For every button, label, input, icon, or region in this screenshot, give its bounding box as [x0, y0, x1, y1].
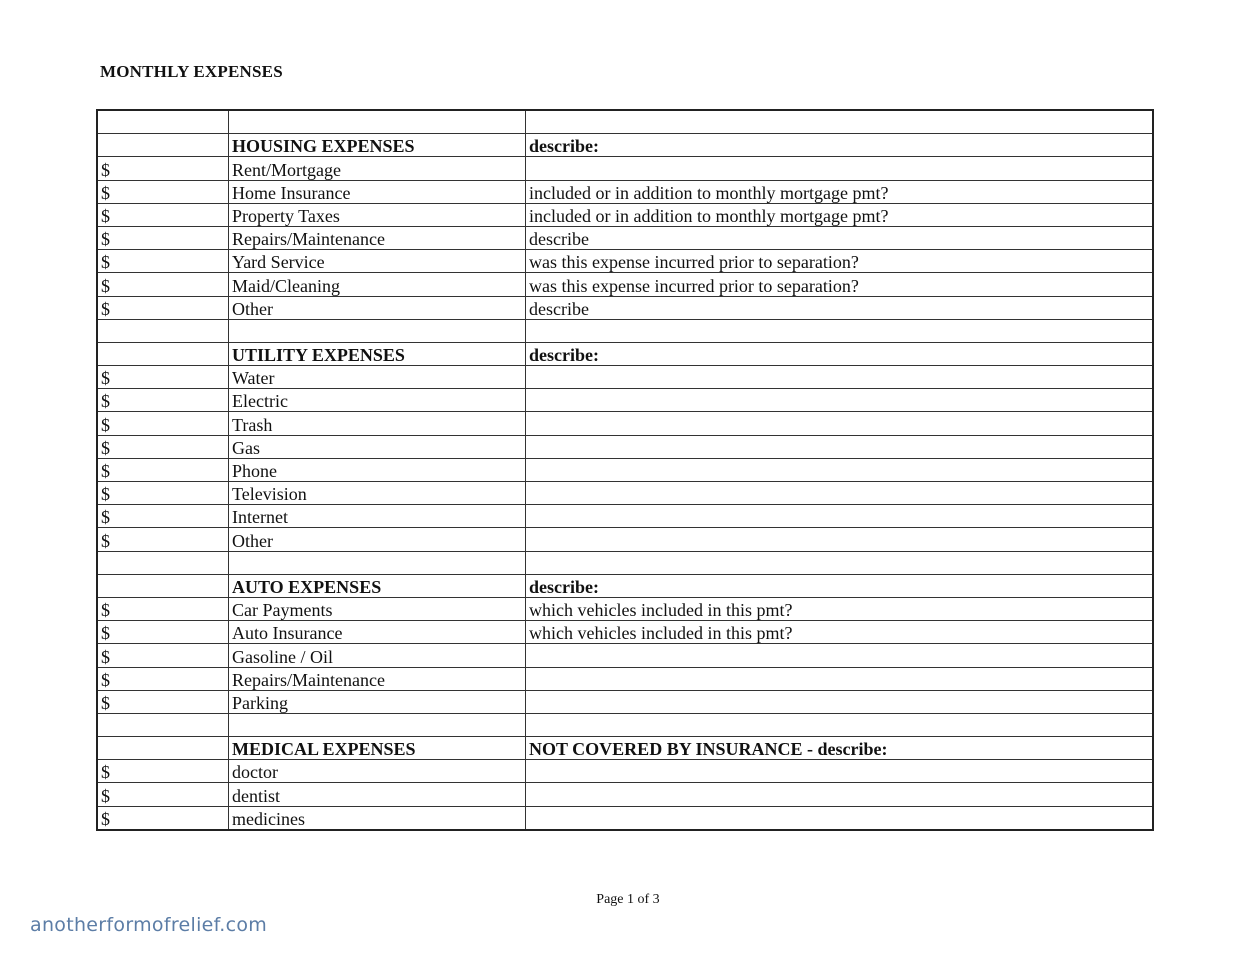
describe-cell[interactable]	[526, 110, 1154, 134]
describe-cell[interactable]	[526, 505, 1154, 528]
describe-cell[interactable]: which vehicles included in this pmt?	[526, 621, 1154, 644]
amount-cell[interactable]: $	[97, 806, 229, 830]
expense-item-label: Parking	[229, 690, 526, 713]
section-amount-cell	[97, 342, 229, 365]
section-header-row	[97, 574, 1153, 597]
expense-item-label: Other	[229, 528, 526, 551]
expense-row	[97, 389, 1153, 412]
expense-row	[97, 273, 1153, 296]
amount-cell[interactable]: $	[97, 366, 229, 389]
describe-cell[interactable]	[526, 366, 1154, 389]
amount-cell[interactable]: $	[97, 412, 229, 435]
describe-cell[interactable]: describe	[526, 296, 1154, 319]
blank-row	[97, 319, 1153, 342]
expense-row	[97, 412, 1153, 435]
describe-cell[interactable]	[526, 551, 1154, 574]
amount-cell[interactable]: $	[97, 528, 229, 551]
describe-cell[interactable]: included or in addition to monthly mortgage pmt?	[526, 180, 1154, 203]
expense-row	[97, 482, 1153, 505]
amount-cell[interactable]: $	[97, 157, 229, 180]
describe-cell[interactable]	[526, 319, 1154, 342]
expense-row	[97, 203, 1153, 226]
amount-cell[interactable]: $	[97, 621, 229, 644]
expense-row	[97, 760, 1153, 783]
amount-cell[interactable]: $	[97, 273, 229, 296]
describe-header: NOT COVERED BY INSURANCE - describe:	[526, 737, 1154, 760]
expense-row	[97, 226, 1153, 249]
expense-row	[97, 435, 1153, 458]
expense-item-label: Car Payments	[229, 597, 526, 620]
section-amount-cell	[97, 574, 229, 597]
amount-cell[interactable]: $	[97, 667, 229, 690]
expense-item-label: Yard Service	[229, 250, 526, 273]
describe-cell[interactable]: was this expense incurred prior to separation?	[526, 250, 1154, 273]
expense-row	[97, 783, 1153, 806]
section-amount-cell	[97, 134, 229, 157]
section-header: HOUSING EXPENSES	[229, 134, 526, 157]
describe-cell[interactable]: included or in addition to monthly mortgage pmt?	[526, 203, 1154, 226]
describe-cell[interactable]	[526, 806, 1154, 830]
category-cell	[229, 110, 526, 134]
expense-row	[97, 505, 1153, 528]
expense-item-label: Other	[229, 296, 526, 319]
amount-cell[interactable]: $	[97, 505, 229, 528]
expense-row	[97, 180, 1153, 203]
expenses-table	[96, 109, 1154, 831]
describe-cell[interactable]	[526, 667, 1154, 690]
expense-item-label: Auto Insurance	[229, 621, 526, 644]
blank-row	[97, 110, 1153, 134]
expense-item-label: Home Insurance	[229, 180, 526, 203]
section-header-row	[97, 134, 1153, 157]
section-header: UTILITY EXPENSES	[229, 342, 526, 365]
expense-row	[97, 296, 1153, 319]
page-footer: Page 1 of 3	[596, 892, 660, 907]
amount-cell[interactable]	[97, 319, 229, 342]
describe-cell[interactable]	[526, 389, 1154, 412]
section-header-row	[97, 342, 1153, 365]
amount-cell[interactable]: $	[97, 783, 229, 806]
amount-cell[interactable]: $	[97, 226, 229, 249]
amount-cell[interactable]: $	[97, 760, 229, 783]
expense-item-label: Gasoline / Oil	[229, 644, 526, 667]
expense-row	[97, 458, 1153, 481]
describe-cell[interactable]	[526, 435, 1154, 458]
describe-cell[interactable]	[526, 528, 1154, 551]
expense-row	[97, 157, 1153, 180]
amount-cell[interactable]: $	[97, 203, 229, 226]
blank-row	[97, 551, 1153, 574]
expense-row	[97, 528, 1153, 551]
amount-cell[interactable]: $	[97, 644, 229, 667]
expense-row	[97, 621, 1153, 644]
expense-item-label: Repairs/Maintenance	[229, 667, 526, 690]
expense-row	[97, 667, 1153, 690]
describe-cell[interactable]: was this expense incurred prior to separation?	[526, 273, 1154, 296]
section-header-row	[97, 737, 1153, 760]
describe-cell[interactable]	[526, 458, 1154, 481]
amount-cell[interactable]: $	[97, 296, 229, 319]
describe-header: describe:	[526, 342, 1154, 365]
describe-cell[interactable]: describe	[526, 226, 1154, 249]
amount-cell[interactable]: $	[97, 690, 229, 713]
expense-item-label: Repairs/Maintenance	[229, 226, 526, 249]
amount-cell[interactable]	[97, 713, 229, 736]
amount-cell[interactable]: $	[97, 435, 229, 458]
describe-header: describe:	[526, 574, 1154, 597]
describe-cell[interactable]	[526, 690, 1154, 713]
expense-item-label: doctor	[229, 760, 526, 783]
describe-cell[interactable]	[526, 644, 1154, 667]
describe-cell[interactable]	[526, 157, 1154, 180]
describe-cell[interactable]	[526, 783, 1154, 806]
amount-cell[interactable]: $	[97, 389, 229, 412]
amount-cell[interactable]	[97, 551, 229, 574]
expense-item-label: Rent/Mortgage	[229, 157, 526, 180]
expense-row	[97, 806, 1153, 830]
describe-cell[interactable]	[526, 713, 1154, 736]
expense-item-label: Property Taxes	[229, 203, 526, 226]
section-header: AUTO EXPENSES	[229, 574, 526, 597]
expense-item-label: Phone	[229, 458, 526, 481]
expense-row	[97, 644, 1153, 667]
expense-row	[97, 250, 1153, 273]
describe-cell[interactable]	[526, 412, 1154, 435]
expense-item-label: Trash	[229, 412, 526, 435]
expense-item-label: medicines	[229, 806, 526, 830]
describe-cell[interactable]: which vehicles included in this pmt?	[526, 597, 1154, 620]
category-cell	[229, 713, 526, 736]
category-cell	[229, 551, 526, 574]
expense-item-label: Maid/Cleaning	[229, 273, 526, 296]
category-cell	[229, 319, 526, 342]
amount-cell[interactable]: $	[97, 597, 229, 620]
expense-item-label: dentist	[229, 783, 526, 806]
expense-item-label: Gas	[229, 435, 526, 458]
expense-row	[97, 366, 1153, 389]
amount-cell[interactable]: $	[97, 250, 229, 273]
expense-item-label: Television	[229, 482, 526, 505]
blank-row	[97, 713, 1153, 736]
section-header: MEDICAL EXPENSES	[229, 737, 526, 760]
describe-header: describe:	[526, 134, 1154, 157]
describe-cell[interactable]	[526, 760, 1154, 783]
page-title: MONTHLY EXPENSES	[100, 62, 283, 81]
amount-cell[interactable]: $	[97, 180, 229, 203]
expense-item-label: Water	[229, 366, 526, 389]
describe-cell[interactable]	[526, 482, 1154, 505]
section-amount-cell	[97, 737, 229, 760]
watermark-text: anotherformofrelief.com	[30, 914, 268, 936]
expense-item-label: Internet	[229, 505, 526, 528]
amount-cell[interactable]: $	[97, 482, 229, 505]
amount-cell[interactable]	[97, 110, 229, 134]
expense-item-label: Electric	[229, 389, 526, 412]
expense-row	[97, 597, 1153, 620]
amount-cell[interactable]: $	[97, 458, 229, 481]
expense-row	[97, 690, 1153, 713]
